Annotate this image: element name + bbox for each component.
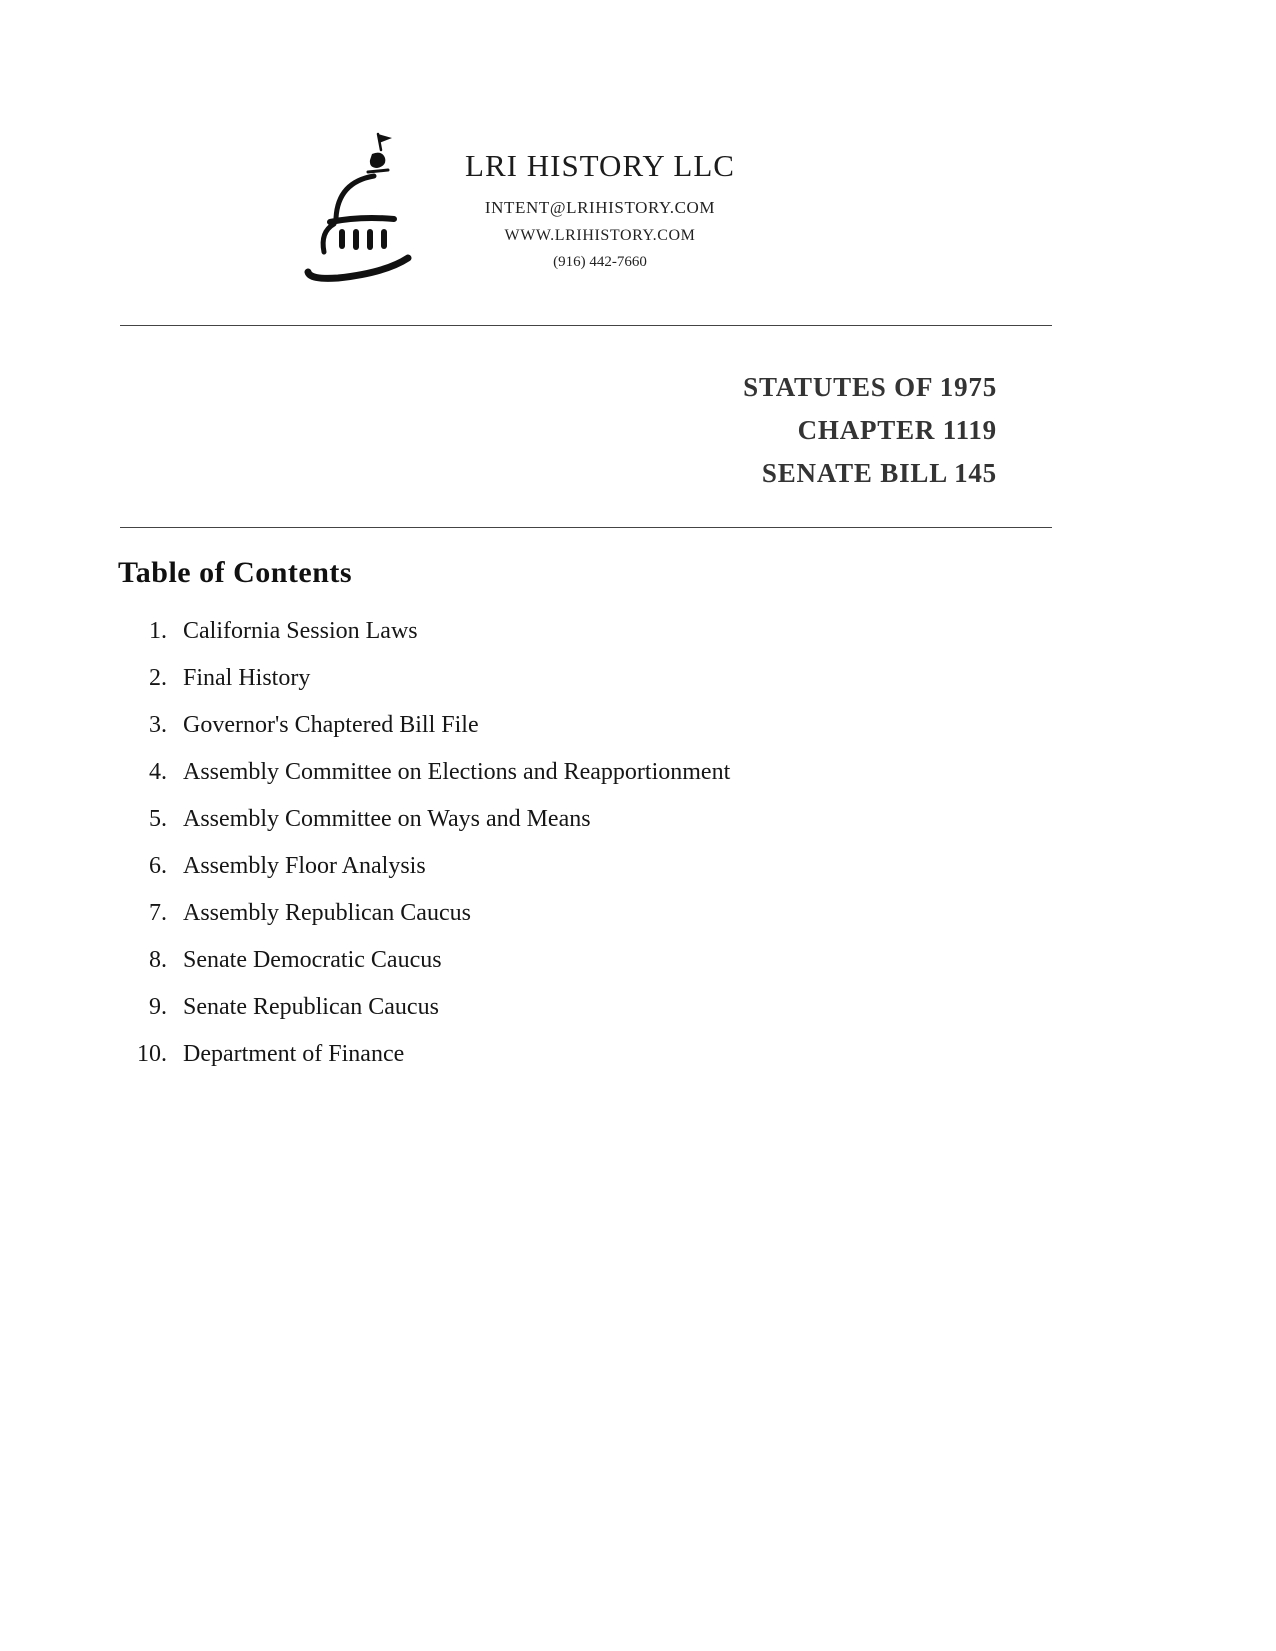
toc-item-label: Final History <box>183 665 311 691</box>
toc-item-number: 1. <box>149 618 167 644</box>
horizontal-rule-top <box>120 325 1052 326</box>
toc-item-number: 8. <box>149 947 167 973</box>
toc-item-number: 6. <box>149 853 167 879</box>
toc-item <box>0 900 1100 947</box>
toc-item <box>0 947 1100 994</box>
toc-item-number: 5. <box>149 806 167 832</box>
toc-item <box>0 618 1100 665</box>
toc-item-label: Governor's Chaptered Bill File <box>183 712 479 738</box>
toc-item-number: 4. <box>149 759 167 785</box>
toc-item <box>0 994 1100 1041</box>
toc-item-label: Assembly Republican Caucus <box>183 900 471 926</box>
toc-item <box>0 759 1100 806</box>
toc-item-label: Assembly Committee on Ways and Means <box>183 806 591 832</box>
toc-item <box>0 665 1100 712</box>
toc-item-number: 2. <box>149 665 167 691</box>
toc-item-number: 3. <box>149 712 167 738</box>
contact-website: WWW.LRIHISTORY.COM <box>504 227 696 244</box>
letterhead <box>440 148 760 271</box>
statute-year-line: STATUTES OF 1975 <box>743 372 997 402</box>
toc-item-label: Senate Republican Caucus <box>183 994 439 1020</box>
horizontal-rule-bottom <box>120 527 1052 528</box>
toc-item-number: 9. <box>149 994 167 1020</box>
capitol-dome-logo-svg <box>290 120 455 290</box>
toc-item <box>0 712 1100 759</box>
capitol-dome-logo <box>290 120 455 290</box>
toc-item-label: California Session Laws <box>183 618 418 644</box>
contact-email: INTENT@LRIHISTORY.COM <box>484 198 716 217</box>
contact-phone: (916) 442-7660 <box>553 254 647 270</box>
toc-item-number: 10. <box>137 1041 167 1067</box>
toc-item-number: 7. <box>149 900 167 926</box>
toc-item-label: Assembly Floor Analysis <box>183 853 426 879</box>
toc-list <box>0 618 1100 1088</box>
toc-item-label: Department of Finance <box>183 1041 405 1067</box>
toc-item <box>0 806 1100 853</box>
chapter-line: CHAPTER 1119 <box>797 415 997 445</box>
statute-title-block <box>400 366 997 495</box>
toc-item-label: Assembly Committee on Elections and Reapportionment <box>183 759 731 785</box>
company-name: LRI HISTORY LLC <box>465 148 735 183</box>
senate-bill-line: SENATE BILL 145 <box>761 458 997 488</box>
toc-item <box>0 853 1100 900</box>
toc-item-label: Senate Democratic Caucus <box>183 947 442 973</box>
toc-item <box>0 1041 1100 1088</box>
toc-heading: Table of Contents <box>118 556 353 589</box>
